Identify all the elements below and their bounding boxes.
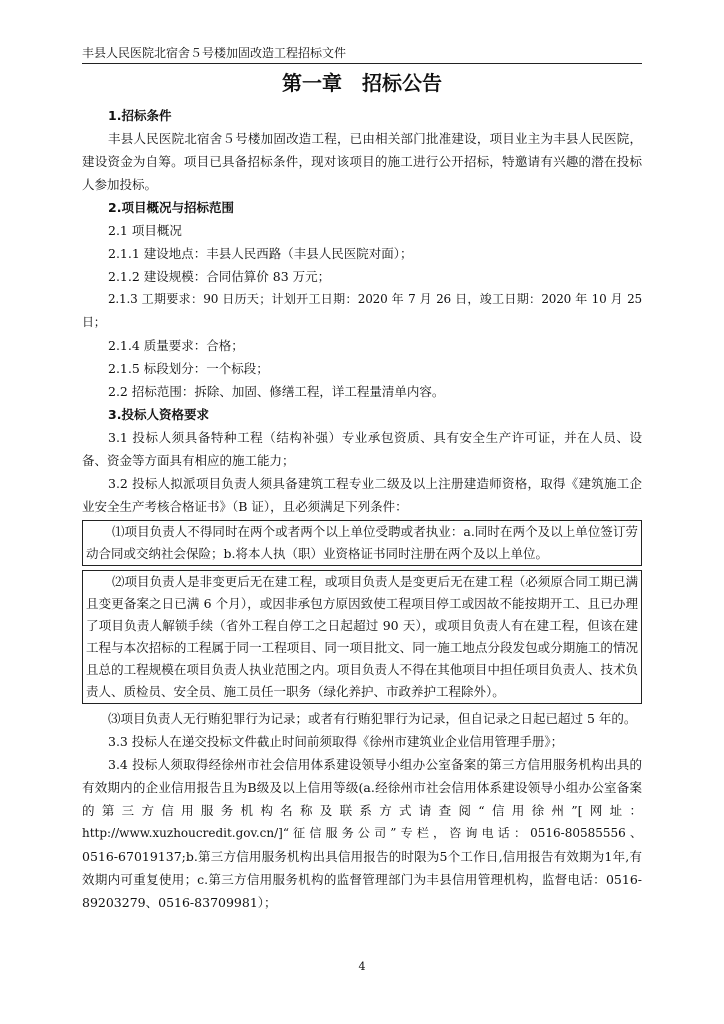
item-3-1: 3.1 投标人须具备特种工程（结构补强）专业承包资质、具有安全生产许可证，并在人员、设备、资金等方面具有相应的施工能力； xyxy=(82,430,642,468)
item-2-2: 2.2 招标范围：拆除、加固、修缮工程，详工程量清单内容。 xyxy=(108,384,445,399)
item-3-3: 3.3 投标人在递交投标文件截止时间前须取得《徐州市建筑业企业信用管理手册》； xyxy=(108,734,564,749)
item-2-1: 2.1 项目概况 xyxy=(108,223,182,238)
section-1-heading: 1.招标条件 xyxy=(108,108,172,123)
item-2-1-3: 2.1.3 工期要求：90 日历天；计划开工日期：2020 年 7 月 26 日，竣工日期：2020 年 10 月 25 日； xyxy=(82,292,642,329)
item-3-4-url: http://www.xuzhoucredit.gov.cn/]“征信服务公司”专栏，咨询电话：0516-80585556、 xyxy=(82,826,642,840)
item-2-1-2: 2.1.2 建设规模：合同估算价 83 万元； xyxy=(108,269,331,284)
item-3-2: 3.2 投标人拟派项目负责人须具备建筑工程专业二级及以上注册建造师资格，取得《建筑施工企业安全生产考核合格证书》（B 证），且必须满足下列条件： xyxy=(82,476,642,514)
document-body xyxy=(82,104,642,914)
item-2-1-5: 2.1.5 标段划分：一个标段； xyxy=(108,361,269,376)
chapter-title: 第一章 招标公告 xyxy=(282,71,442,95)
item-2-1-1: 2.1.1 建设地点：丰县人民西路（丰县人民医院对面）； xyxy=(108,246,413,261)
condition-1: ⑴项目负责人不得同时在两个或者两个以上单位受聘或者执业：a.同时在两个及以上单位签订劳动合同或交纳社会保险；b.将本人执（职）业资格证书同时注册在两个及以上单位。 xyxy=(86,524,638,561)
page-header: 丰县人民医院北宿舍５号楼加固改造工程招标文件 xyxy=(82,44,642,64)
condition-1-box xyxy=(82,520,642,566)
condition-3: ⑶项目负责人无行贿犯罪行为记录；或者有行贿犯罪行为记录，但自记录之日起已超过 5 年的。 xyxy=(108,711,637,726)
section-1-text: 丰县人民医院北宿舍５号楼加固改造工程，已由相关部门批准建设，项目业主为丰县人民医院，建设资金为自筹。项目已具备招标条件，现对该项目的施工进行公开招标，特邀请有兴趣的潜在投标人参加投标。 xyxy=(82,131,642,192)
item-3-4-rest: 0516-67019137;b.第三方信用服务机构出具信用报告的时限为5个工作日,信用报告有效期为1年,有效期内可重复使用；c.第三方信用服务机构的监督管理部门为丰县信用管理机构，监督电话：0516-89203279、0516-83709981）； xyxy=(82,849,642,910)
condition-2-box xyxy=(82,570,642,704)
section-2-heading: 2.项目概况与招标范围 xyxy=(108,200,234,215)
item-2-1-4: 2.1.4 质量要求：合格； xyxy=(108,338,244,353)
page-number: 4 xyxy=(358,960,366,973)
item-3-4: 3.4 投标人须取得经徐州市社会信用体系建设领导小组办公室备案的第三方信用服务机构出具的有效期内的企业信用报告且为B级及以上信用等级(a.经徐州市社会信用体系建设领导小组办公室备案的第三方信用服务机构名称及联系方式请查阅“信用徐州”[网址： xyxy=(82,757,642,818)
condition-2: ⑵项目负责人是非变更后无在建工程，或项目负责人是变更后无在建工程（必须原合同工期已满且变更备案之日已满 6 个月），或因非承包方原因致使工程项目停工或因故不能按期开工、且已办理了项目负责人解锁手续（省外工程自停工之日起超过 90 天），或项目负责人有在建工程，但该在建工程与本次招标的工程属于同一工程项目、同一项目批文、同一施工地点分段发包或分期施工的情况且总的工程规模在项目负责人执业范围之内。项目负责人不得在其他项目中担任项目负责人、技术负责人、质检员、安全员、施工员任一职务（绿化养护、市政养护工程除外）。 xyxy=(86,574,638,699)
section-3-heading: 3.投标人资格要求 xyxy=(108,407,209,422)
